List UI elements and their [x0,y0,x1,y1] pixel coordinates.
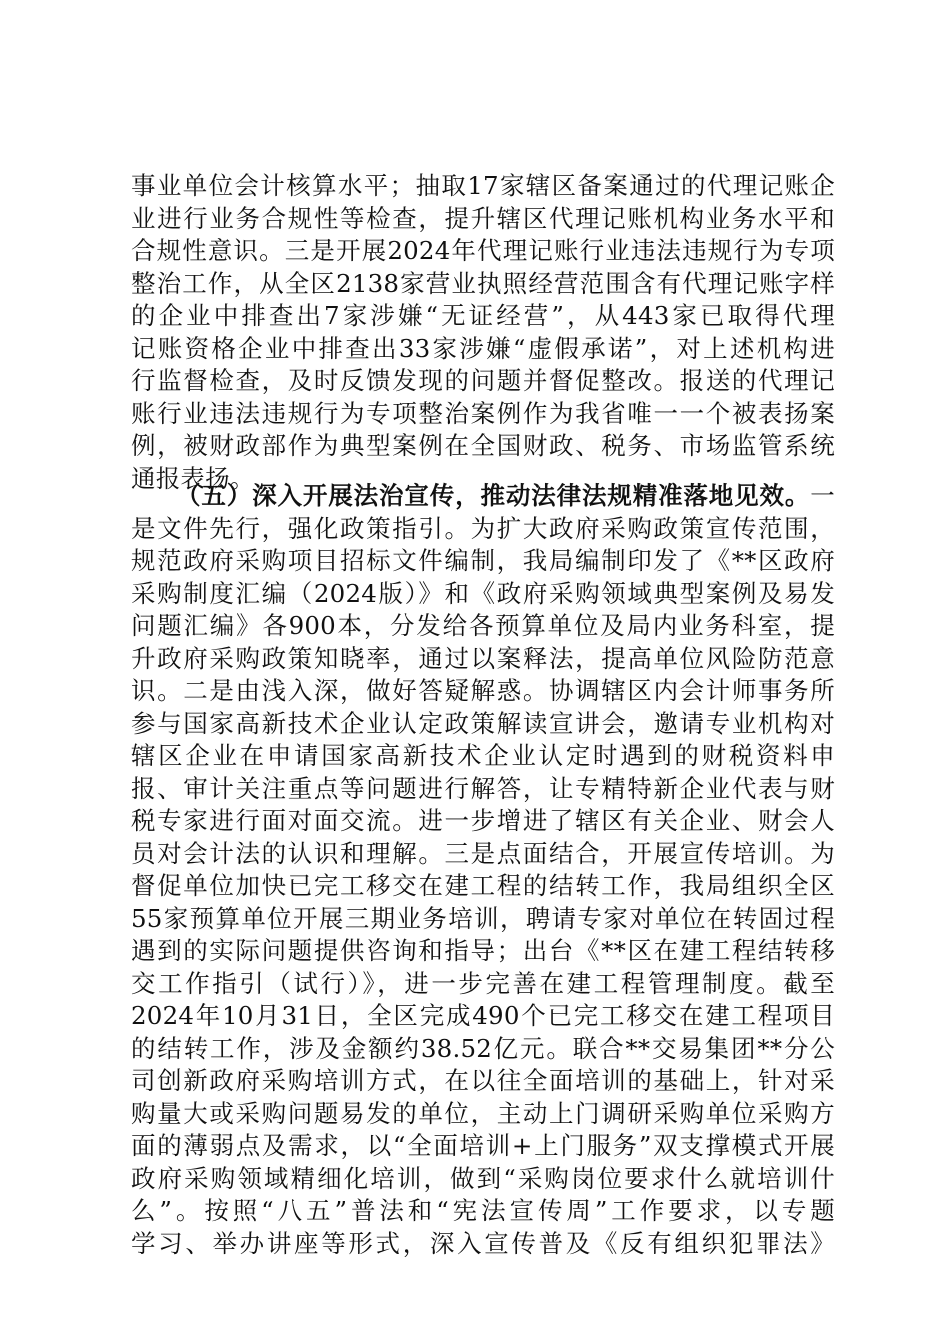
text-line: 员对会计法的认识和理解。三是点面结合，开展宣传培训。为 [131,838,835,868]
text-line: 政府采购领域精细化培训，做到“采购岗位要求什么就培训什 [131,1163,835,1193]
text-line: 升政府采购政策知晓率，通过以案释法，提高单位风险防范意 [131,643,835,673]
text-line: 合规性意识。三是开展2024年代理记账行业违法违规行为专项 [131,236,835,265]
text-line: 税专家进行面对面交流。进一步增进了辖区有关企业、财会人 [131,806,835,835]
text-line: 行监督检查，及时反馈发现的问题并督促整改。报送的代理记 [131,366,835,395]
text-line: 业进行业务合规性等检查，提升辖区代理记账机构业务水平和 [131,203,835,233]
section-heading: （五）深入开展法治宣传，推动法律法规精准落地见效。 [176,481,811,510]
text-line: 问题汇编》各900本，分发给各预算单位及局内业务科室，提 [131,611,835,640]
text-line: 是文件先行，强化政策指引。为扩大政府采购政策宣传范围， [131,513,835,543]
text-line: 识。二是由浅入深，做好答疑解惑。协调辖区内会计师事务所 [131,676,835,705]
paragraph-accounting-agency [131,170,835,495]
section-heading-line [131,480,835,513]
text-line: 遇到的实际问题提供咨询和指导；出台《**区在建工程结转移 [131,936,835,965]
text-line: 辖区企业在申请国家高新技术企业认定时遇到的财税资料申 [131,741,835,770]
text-line: 的企业中排查出7家涉嫌“无证经营”，从443家已取得代理 [131,301,835,330]
text-line: 通报表扬。 [131,463,255,493]
text-line: 账行业违法违规行为专项整治案例作为我省唯一一个被表扬案 [131,398,835,428]
text-line: 购量大或采购问题易发的单位，主动上门调研采购单位采购方 [131,1098,835,1128]
text-line: 2024年10月31日，全区完成490个已完工移交在建工程项目 [131,1001,835,1030]
text-line: 督促单位加快已完工移交在建工程的结转工作，我局组织全区 [131,871,835,900]
text-line: 么”。按照“八五”普法和“宪法宣传周”工作要求，以专题 [131,1196,835,1225]
text-line: 面的薄弱点及需求，以“全面培训+上门服务”双支撑模式开展 [131,1131,835,1160]
paragraph-legal-publicity [131,480,835,1260]
text-line: 报、审计关注重点等问题进行解答，让专精特新企业代表与财 [131,773,835,803]
text-line: 例，被财政部作为典型案例在全国财政、税务、市场监管系统 [131,431,835,460]
text-line: 司创新政府采购培训方式，在以往全面培训的基础上，针对采 [131,1066,835,1095]
text-line: 整治工作，从全区2138家营业执照经营范围含有代理记账字样 [131,268,835,298]
text-line: 55家预算单位开展三期业务培训，聘请专家对单位在转固过程 [131,903,835,933]
text-line: 采购制度汇编（2024版）》和《政府采购领域典型案例及易发 [131,578,835,608]
text-line: 学习、举办讲座等形式，深入宣传普及《反有组织犯罪法》 [131,1228,835,1258]
text-line: 参与国家高新技术企业认定政策解读宣讲会，邀请专业机构对 [131,708,835,738]
text-line: 记账资格企业中排查出33家涉嫌“虚假承诺”，对上述机构进 [131,333,835,363]
text-line: 规范政府采购项目招标文件编制，我局编制印发了《**区政府 [131,546,835,575]
text-line: 的结转工作，涉及金额约38.52亿元。联合**交易集团**分公 [131,1033,835,1063]
text-line: 事业单位会计核算水平；抽取17家辖区备案通过的代理记账企 [131,171,835,200]
text-line: 交工作指引（试行）》，进一步完善在建工程管理制度。截至 [131,968,835,998]
text-fragment: 一 [810,481,835,510]
